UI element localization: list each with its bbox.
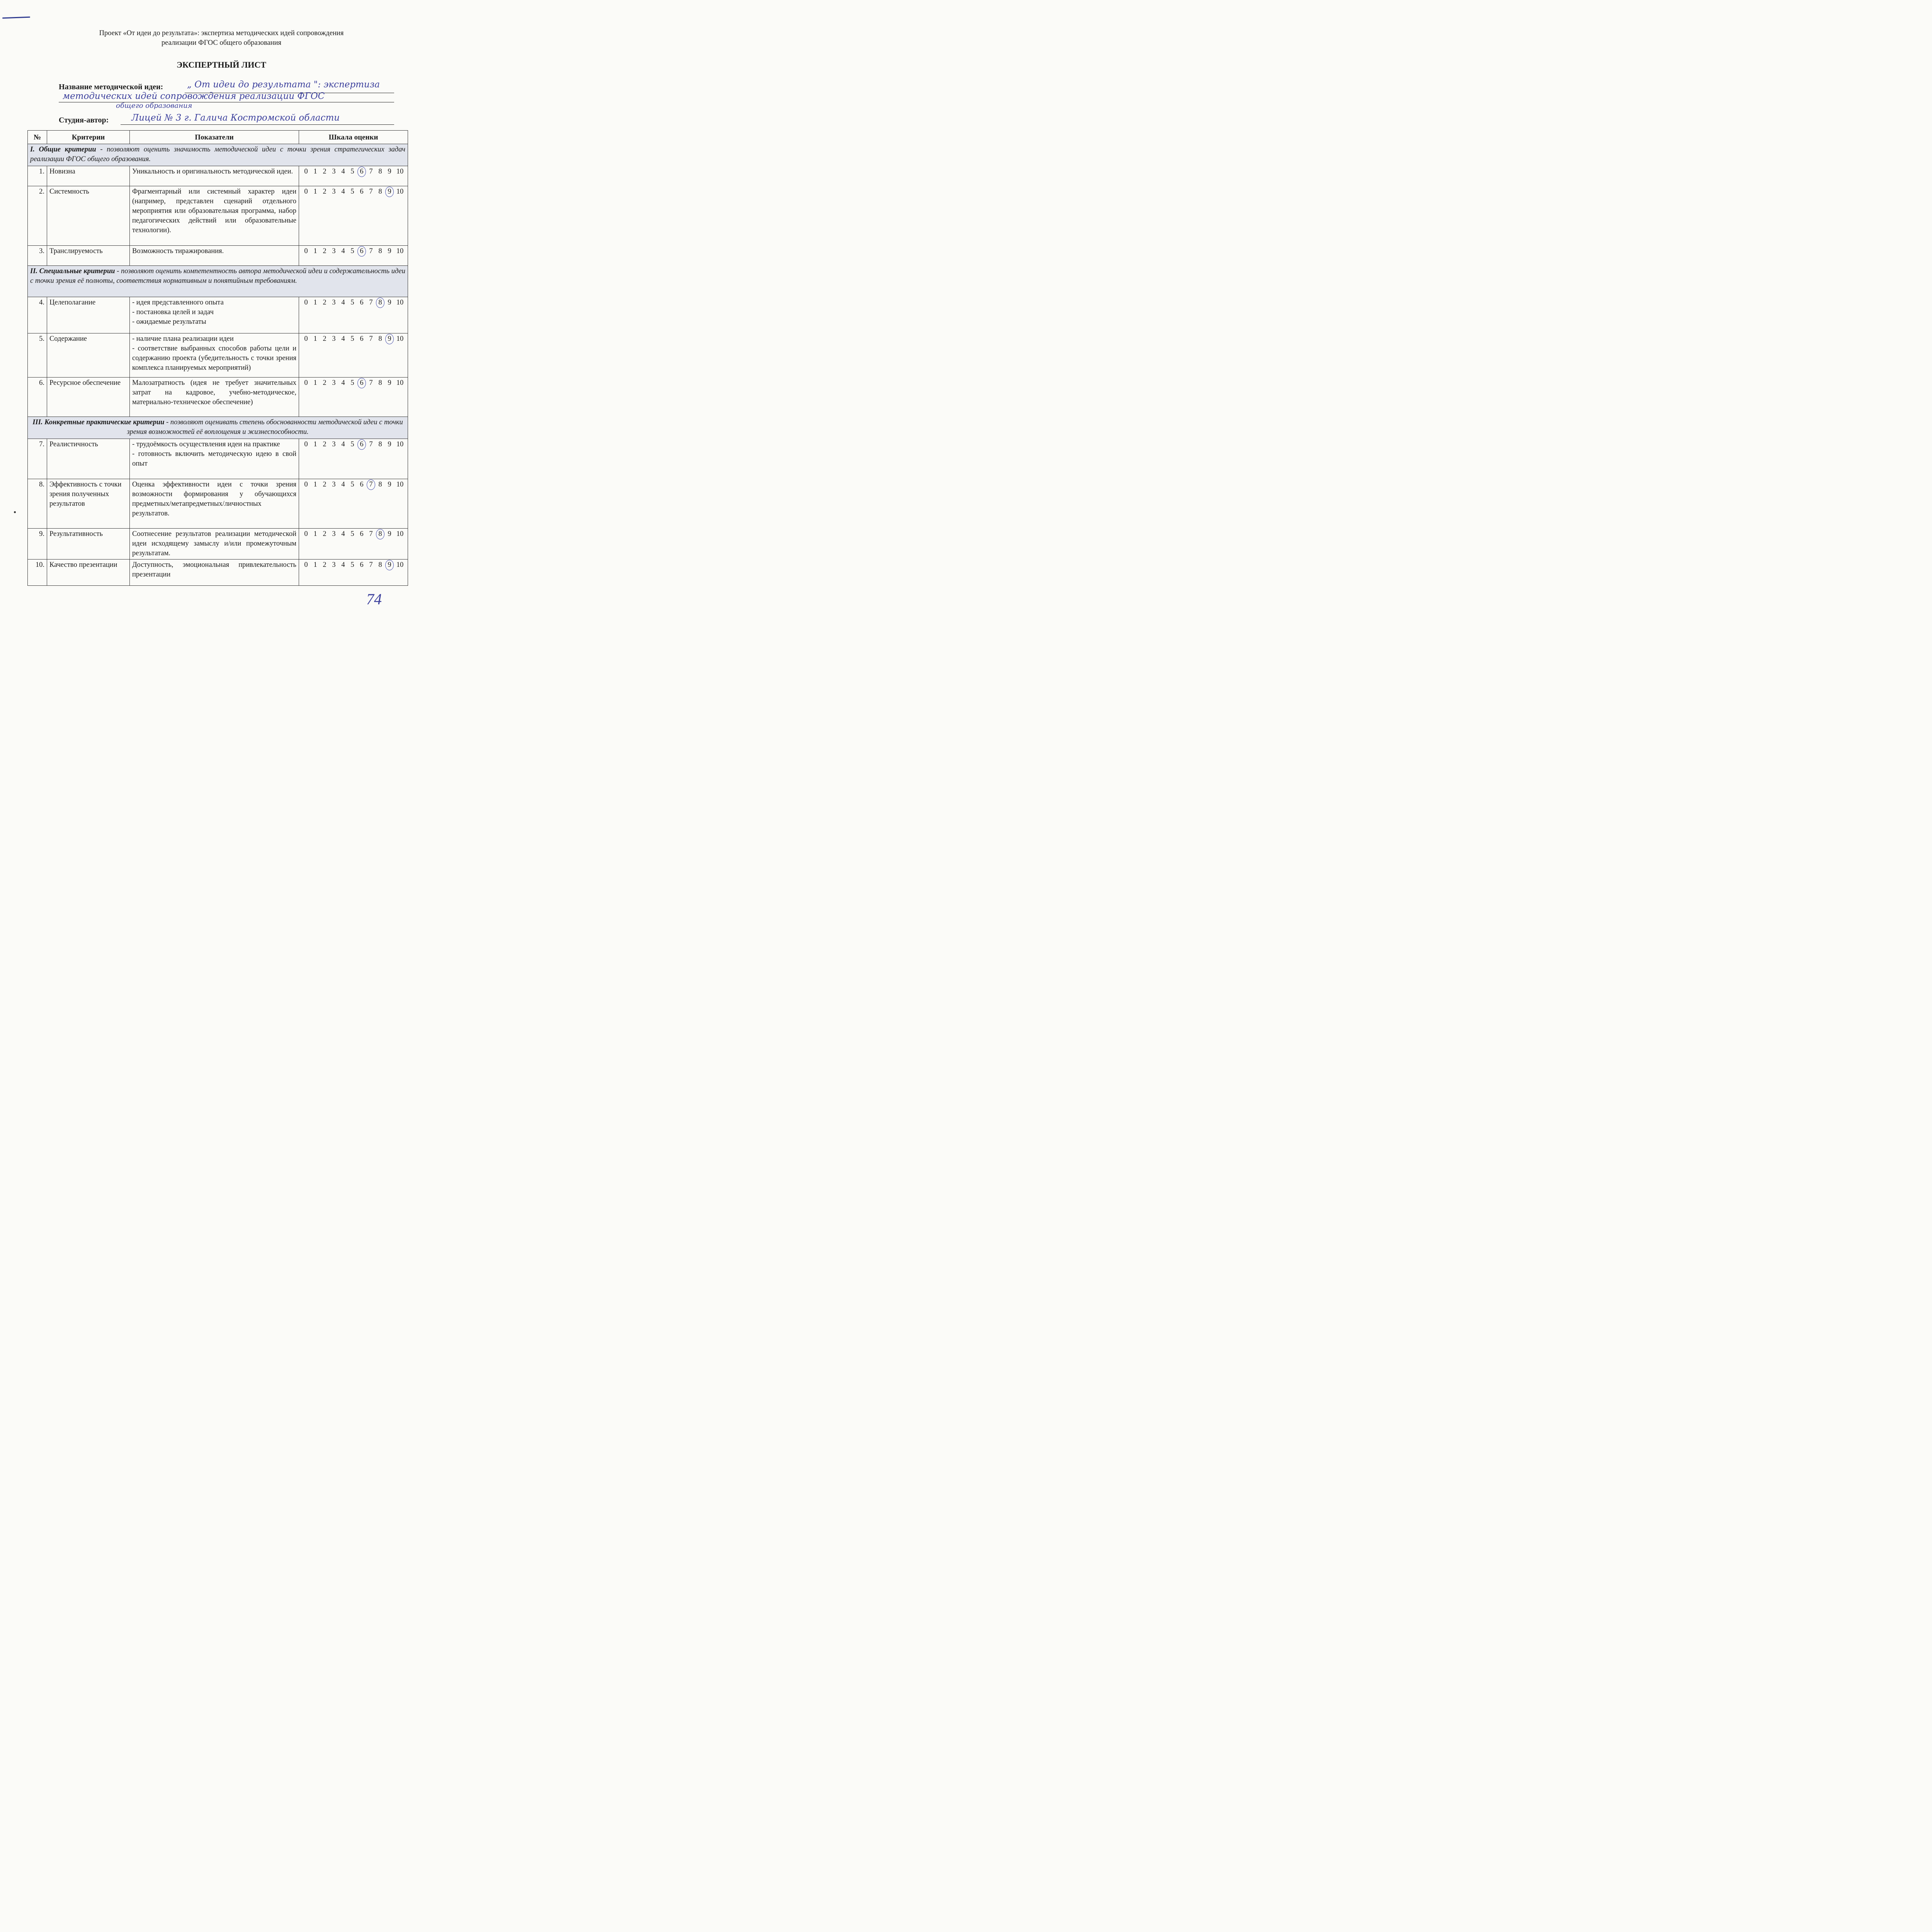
section-description — [28, 144, 408, 166]
rating-value: 6 — [360, 481, 364, 488]
rating-value: 7 — [369, 440, 373, 448]
rating-scale — [299, 186, 408, 246]
rating-value-circled: 8 — [376, 529, 385, 539]
rating-value: 9 — [388, 168, 391, 175]
rating-value: 0 — [304, 379, 308, 387]
rating-value: 9 — [388, 379, 391, 387]
rating-value: 9 — [388, 299, 391, 306]
section-title: I. Общие критерии — [30, 146, 96, 153]
rating-value: 10 — [396, 379, 404, 387]
table-row — [28, 297, 408, 333]
indicator-text: - наличие плана реализации идеи - соответствие выбранных способов работы цели и содержанию проекта (убедительность с точки зрения комплекса планируемых мероприятий) — [130, 333, 299, 378]
criterion-name: Реалистичность — [47, 439, 130, 479]
rating-value: 9 — [388, 530, 391, 538]
rating-value: 0 — [304, 561, 308, 569]
rating-value: 2 — [323, 299, 327, 306]
project-header-line-2: реализации ФГОС общего образования — [161, 39, 282, 47]
rating-value: 3 — [332, 247, 336, 255]
rating-value-circled: 7 — [366, 480, 376, 490]
table-row — [28, 560, 408, 586]
indicator-text: Фрагментарный или системный характер идеи (например, представлен сценарий отдельного мероприятия или образовательная программа, набор педагогических действий или образовательные технологии). — [130, 186, 299, 246]
rating-value: 8 — [378, 561, 382, 569]
rating-value-circled: 6 — [357, 247, 366, 256]
rating-scale — [299, 246, 408, 266]
rating-value: 0 — [304, 168, 308, 175]
rating-value: 4 — [341, 188, 345, 196]
table-header-row — [28, 131, 408, 144]
rating-value: 4 — [341, 335, 345, 343]
rating-value: 5 — [350, 561, 354, 569]
rating-value: 8 — [378, 247, 382, 255]
rating-value: 0 — [304, 188, 308, 196]
rating-scale — [299, 297, 408, 333]
indicator-text: - трудоёмкость осуществления идеи на практике - готовность включить методическую идею в свой опыт — [130, 439, 299, 479]
row-number: 10. — [28, 560, 47, 586]
criterion-name: Новизна — [47, 166, 130, 186]
rating-value: 0 — [304, 481, 308, 488]
rating-value: 3 — [332, 561, 336, 569]
idea-name-handwritten-1: „ От идеи до результата ": экспертиза — [187, 80, 380, 90]
rating-value: 10 — [396, 481, 404, 488]
rating-value: 7 — [369, 335, 373, 343]
rating-value: 5 — [350, 299, 354, 306]
table-row — [28, 166, 408, 186]
document-title: ЭКСПЕРТНЫЙ ЛИСТ — [177, 60, 266, 70]
rating-value: 3 — [332, 168, 336, 175]
rating-value: 5 — [350, 440, 354, 448]
indicator-text: Уникальность и оригинальность методической идеи. — [130, 166, 299, 186]
rating-scale — [299, 378, 408, 417]
rating-value: 6 — [360, 530, 364, 538]
row-number: 1. — [28, 166, 47, 186]
rating-value-circled: 9 — [385, 560, 394, 570]
rating-value: 6 — [360, 299, 364, 306]
rating-value: 4 — [341, 299, 345, 306]
stray-ink-dot — [14, 511, 16, 513]
rating-value: 2 — [323, 530, 327, 538]
rating-value: 3 — [332, 335, 336, 343]
rating-value: 0 — [304, 335, 308, 343]
rating-value: 1 — [313, 561, 317, 569]
rating-value: 1 — [313, 335, 317, 343]
table-row — [28, 378, 408, 417]
row-number: 8. — [28, 479, 47, 529]
rating-value: 4 — [341, 481, 345, 488]
author-studio-underline — [121, 124, 394, 125]
rating-value: 1 — [313, 530, 317, 538]
row-number: 6. — [28, 378, 47, 417]
rating-value: 6 — [360, 335, 364, 343]
rating-value: 6 — [360, 188, 364, 196]
rating-value-circled: 6 — [357, 378, 366, 388]
rating-value: 7 — [369, 530, 373, 538]
rating-value: 2 — [323, 247, 327, 255]
table-row — [28, 246, 408, 266]
rating-value: 9 — [388, 481, 391, 488]
project-header-line-1: Проект «От идеи до результата»: экспертиза методических идей сопровождения — [99, 29, 344, 37]
rating-value: 2 — [323, 335, 327, 343]
section-desc-text: - позволяют оценить значимость методической идеи с точки зрения стратегических задач реализации ФГОС общего образования. — [30, 146, 406, 163]
rating-value: 3 — [332, 188, 336, 196]
rating-value: 5 — [350, 335, 354, 343]
rating-value: 10 — [396, 247, 404, 255]
section-title: II. Специальные критерии — [30, 267, 115, 275]
rating-value-circled: 6 — [357, 167, 366, 177]
rating-value: 4 — [341, 247, 345, 255]
rating-scale — [299, 439, 408, 479]
rating-value: 4 — [341, 379, 345, 387]
rating-value: 5 — [350, 481, 354, 488]
criterion-name: Содержание — [47, 333, 130, 378]
rating-value: 7 — [369, 188, 373, 196]
rating-value: 4 — [341, 168, 345, 175]
rating-value: 1 — [313, 379, 317, 387]
row-number: 9. — [28, 529, 47, 560]
header-criteria: Критерии — [47, 131, 130, 144]
criteria-table — [27, 130, 408, 586]
indicator-text: Возможность тиражирования. — [130, 246, 299, 266]
rating-value: 7 — [369, 299, 373, 306]
section-desc-text: - позволяют оценить компетентность автора методической идеи и содержательность идеи с точки зрения её полноты, соответствия нормативным и понятийным требованиям. — [30, 267, 405, 285]
rating-value: 7 — [369, 168, 373, 175]
rating-value: 9 — [388, 440, 391, 448]
rating-value: 4 — [341, 530, 345, 538]
rating-scale — [299, 166, 408, 186]
row-number: 4. — [28, 297, 47, 333]
rating-value: 10 — [396, 530, 404, 538]
rating-value: 10 — [396, 335, 404, 343]
rating-value-circled: 8 — [376, 298, 385, 308]
criterion-name: Транслируемость — [47, 246, 130, 266]
section-row — [28, 417, 408, 439]
author-studio-handwritten: Лицей № 3 г. Галича Костромской области — [131, 113, 340, 123]
table-row — [28, 479, 408, 529]
section-desc-text: - позволяют оценивать степень обоснованности методической идеи с точки зрения возможностей её воплощения и жизнеспособности. — [127, 418, 403, 436]
rating-value: 1 — [313, 168, 317, 175]
indicator-text: Оценка эффективности идеи с точки зрения возможности формирования у обучающихся предметных/метапредметных/личностных результатов. — [130, 479, 299, 529]
rating-value: 5 — [350, 379, 354, 387]
author-studio-label: Студия-автор: — [59, 116, 109, 124]
table-row — [28, 529, 408, 560]
rating-value: 8 — [378, 168, 382, 175]
rating-value: 3 — [332, 299, 336, 306]
rating-value-circled: 6 — [357, 440, 366, 449]
rating-value: 7 — [369, 379, 373, 387]
table-row — [28, 439, 408, 479]
criterion-name: Ресурсное обеспечение — [47, 378, 130, 417]
criterion-name: Результативность — [47, 529, 130, 560]
rating-value: 4 — [341, 561, 345, 569]
rating-scale — [299, 479, 408, 529]
indicator-text: Доступность, эмоциональная привлекательность презентации — [130, 560, 299, 586]
section-row — [28, 266, 408, 297]
rating-value: 3 — [332, 440, 336, 448]
rating-value: 8 — [378, 335, 382, 343]
rating-value: 1 — [313, 440, 317, 448]
rating-value: 8 — [378, 440, 382, 448]
idea-name-handwritten-2: методических идей сопровождения реализации ФГОС — [63, 91, 325, 101]
rating-value: 1 — [313, 247, 317, 255]
rating-value: 9 — [388, 247, 391, 255]
rating-value: 4 — [341, 440, 345, 448]
rating-value: 8 — [378, 481, 382, 488]
rating-value: 2 — [323, 440, 327, 448]
header-num: № — [28, 131, 47, 144]
rating-value: 0 — [304, 247, 308, 255]
row-number: 3. — [28, 246, 47, 266]
rating-value: 5 — [350, 530, 354, 538]
rating-value: 10 — [396, 168, 404, 175]
section-description — [28, 417, 408, 439]
row-number: 2. — [28, 186, 47, 246]
page-number: 74 — [366, 590, 382, 608]
rating-value: 2 — [323, 561, 327, 569]
rating-value: 2 — [323, 379, 327, 387]
indicator-text: Соотнесение результатов реализации методической идеи исходящему замыслу и/или промежуточным результатам. — [130, 529, 299, 560]
section-title: III. Конкретные практические критерии — [32, 418, 165, 426]
rating-value: 8 — [378, 379, 382, 387]
table-row — [28, 186, 408, 246]
rating-value-circled: 9 — [385, 187, 394, 197]
rating-value: 2 — [323, 168, 327, 175]
row-number: 7. — [28, 439, 47, 479]
rating-value: 0 — [304, 299, 308, 306]
criterion-name: Эффективность с точки зрения полученных результатов — [47, 479, 130, 529]
rating-value: 3 — [332, 379, 336, 387]
criterion-name: Качество презентации — [47, 560, 130, 586]
rating-value: 5 — [350, 168, 354, 175]
rating-value: 6 — [360, 561, 364, 569]
header-indicators: Показатели — [130, 131, 299, 144]
rating-value: 10 — [396, 561, 404, 569]
rating-value: 3 — [332, 530, 336, 538]
idea-name-handwritten-3: общего образования — [116, 102, 192, 110]
rating-value: 5 — [350, 188, 354, 196]
rating-scale — [299, 333, 408, 378]
rating-scale — [299, 560, 408, 586]
rating-value: 0 — [304, 530, 308, 538]
section-row — [28, 144, 408, 166]
indicator-text: - идея представленного опыта - постановка целей и задач - ожидаемые результаты — [130, 297, 299, 333]
rating-value: 10 — [396, 188, 404, 196]
criterion-name: Системность — [47, 186, 130, 246]
indicator-text: Малозатратность (идея не требует значительных затрат на кадровое, учебно-методическое, материально-техническое обеспечение) — [130, 378, 299, 417]
table-row — [28, 333, 408, 378]
rating-scale — [299, 529, 408, 560]
rating-value: 0 — [304, 440, 308, 448]
section-description — [28, 266, 408, 297]
rating-value: 2 — [323, 188, 327, 196]
header-scale: Шкала оценки — [299, 131, 408, 144]
rating-value: 1 — [313, 299, 317, 306]
rating-value: 1 — [313, 481, 317, 488]
rating-value: 8 — [378, 188, 382, 196]
corner-pen-mark — [2, 17, 30, 19]
idea-name-label: Название методической идеи: — [59, 83, 163, 91]
rating-value: 7 — [369, 247, 373, 255]
rating-value: 7 — [369, 561, 373, 569]
rating-value-circled: 9 — [385, 334, 394, 344]
rating-value: 3 — [332, 481, 336, 488]
rating-value: 10 — [396, 299, 404, 306]
rating-value: 10 — [396, 440, 404, 448]
rating-value: 2 — [323, 481, 327, 488]
rating-value: 1 — [313, 188, 317, 196]
row-number: 5. — [28, 333, 47, 378]
criterion-name: Целеполагание — [47, 297, 130, 333]
rating-value: 5 — [350, 247, 354, 255]
